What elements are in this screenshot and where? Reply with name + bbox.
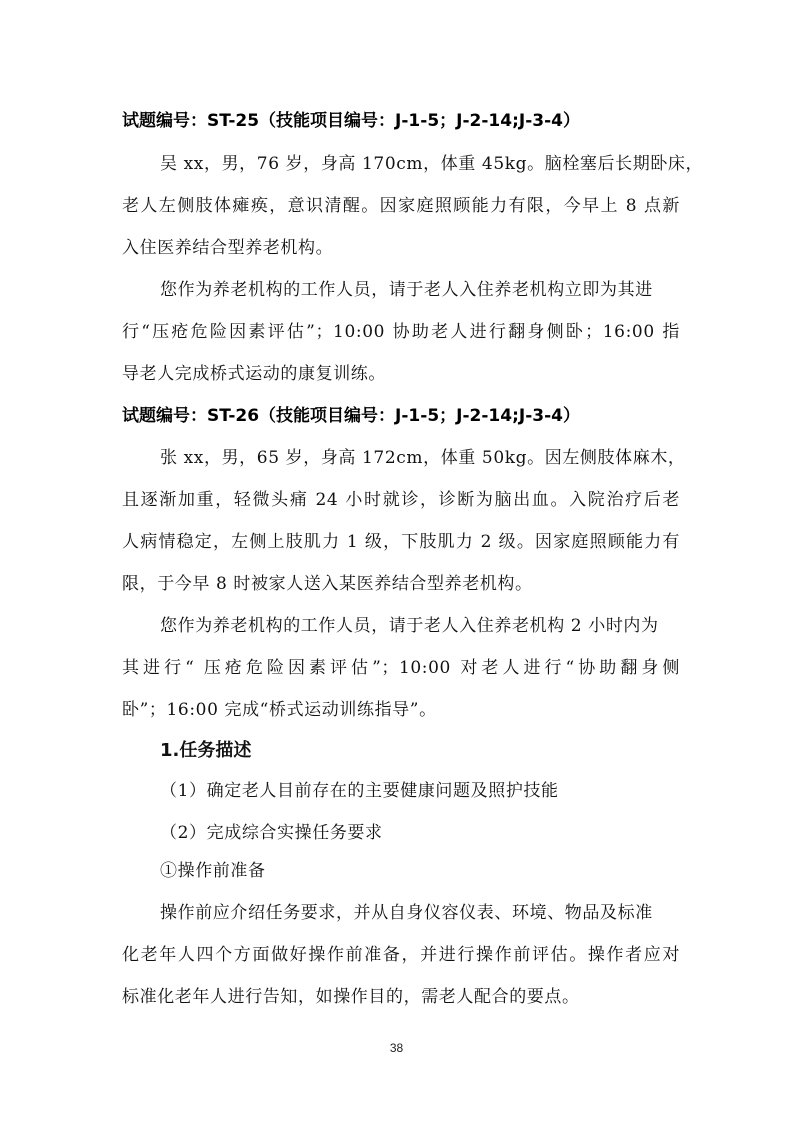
page-number: 38 (389, 1041, 404, 1055)
st26-case-line: 张 xx，男，65 岁，身高 172cm，体重 50kg。因左侧肢体麻木， (160, 448, 686, 468)
st25-case-line: 老人左侧肢体瘫痪，意识清醒。因家庭照顾能力有限，今早上 8 点新 (122, 196, 680, 216)
question-heading-st25: 试题编号：ST-25（技能项目编号：J-1-5；J-2-14;J-3-4） (122, 111, 580, 131)
st26-case-line: 且逐渐加重，轻微头痛 24 小时就诊，诊断为脑出血。入院治疗后老 (122, 490, 680, 510)
st25-task-line: 导老人完成桥式运动的康复训练。 (122, 364, 386, 384)
st26-task-line: 您作为养老机构的工作人员，请于老人入住养老机构 2 小时内为 (160, 616, 659, 636)
task-item-2: （2）完成综合实操任务要求 (160, 823, 383, 843)
subsection-preparation: ①操作前准备 (160, 861, 266, 881)
prep-line: 操作前应介绍任务要求，并从自身仪容仪表、环境、物品及标准 (160, 903, 653, 923)
st25-task-line: 行“压疮危险因素评估”；10:00 协助老人进行翻身侧卧；16:00 指 (122, 322, 680, 342)
st25-case-line: 吴 xx，男，76 岁，身高 170cm，体重 45kg。脑栓塞后长期卧床， (160, 154, 704, 174)
st25-case-line: 入住医养结合型养老机构。 (122, 238, 334, 258)
st26-task-line: 卧”；16:00 完成“桥式运动训练指导”。 (122, 700, 437, 720)
task-item-1: （1）确定老人目前存在的主要健康问题及照护技能 (160, 781, 559, 801)
prep-line: 标准化老年人进行告知，如操作目的，需老人配合的要点。 (122, 987, 580, 1007)
st26-case-line: 人病情稳定，左侧上肢肌力 1 级，下肢肌力 2 级。因家庭照顾能力有 (122, 532, 680, 552)
st26-task-line: 其进行“ 压疮危险因素评估”；10:00 对老人进行“协助翻身侧 (122, 658, 680, 678)
prep-line: 化老年人四个方面做好操作前准备，并进行操作前评估。操作者应对 (122, 945, 680, 965)
question-heading-st26: 试题编号：ST-26（技能项目编号：J-1-5；J-2-14;J-3-4） (122, 406, 580, 426)
st25-task-line: 您作为养老机构的工作人员，请于老人入住养老机构立即为其进 (160, 280, 653, 300)
st26-case-line: 限，于今早 8 时被家人送入某医养结合型养老机构。 (122, 574, 533, 594)
section-title-task-description: 1.任务描述 (160, 740, 252, 761)
